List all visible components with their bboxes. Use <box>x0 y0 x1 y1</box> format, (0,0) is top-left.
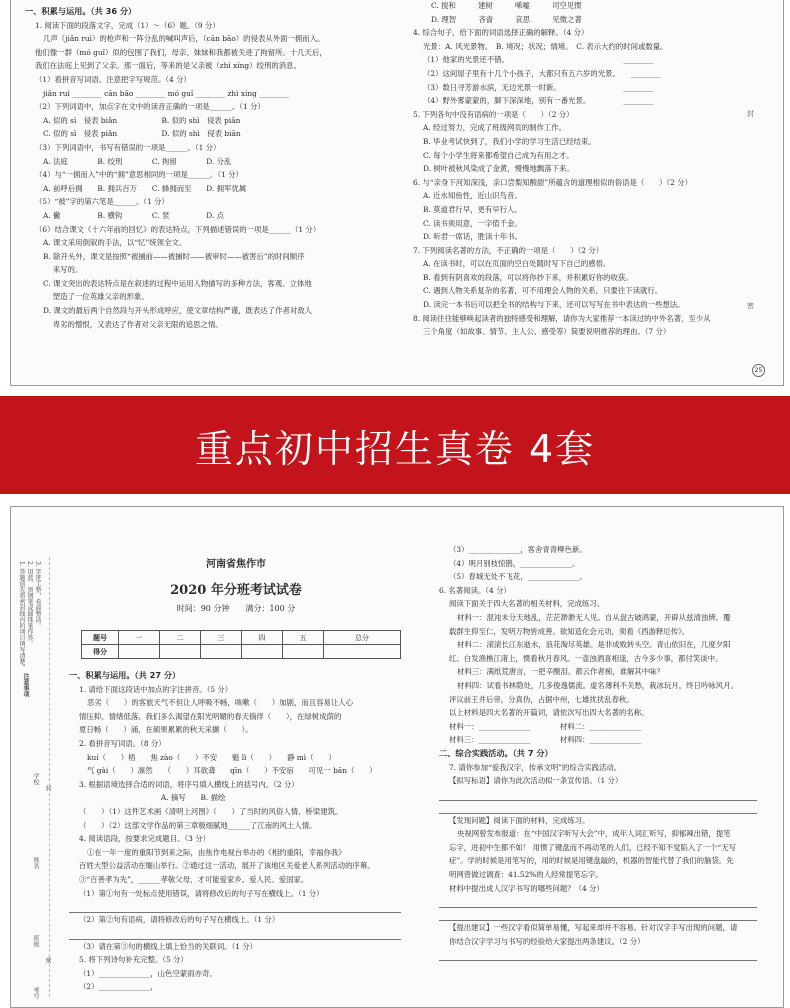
score-row-label: 得分 <box>82 645 119 659</box>
question-line: C. 搅和 建树 唏嘘 司空见惯 <box>431 1 582 10</box>
question-line: （3）数日寻芳游水滨，无边光景一时新。 ________ <box>423 82 654 92</box>
question-line: 材料三：______________ 材料四：______________ <box>449 735 642 745</box>
question-line: （5）春城无处不飞花，______________。 <box>449 572 587 582</box>
question-line: B. 莫道君行早，更有早行人。 <box>423 204 522 214</box>
question-line: 2. 看拼音写词语。（8 分） <box>79 738 166 748</box>
question-line: 材料一：______________ 材料二：______________ <box>449 721 642 731</box>
question-line: （3）下列词语中，书写有错误的一项是______。（1 分） <box>35 142 221 152</box>
question-line: 光景：A. 风光景物。 B. 境况；状况；情境。 C. 表示大约的时间或数量。 <box>423 41 668 51</box>
question-line: （6）结合课文《十六年前的回忆》的表达特点，下列描述错误的一项是______（1 分） <box>35 224 321 234</box>
question-line: ①在一年一度的重阳节到来之际，由焦作电视台举办的《相约重阳，幸福你我》 <box>87 847 346 857</box>
question-line: A. 似的 sì 侵表 biǎn B. 似的 shì 侵表 piǎn <box>43 115 241 125</box>
seal-char: 密 <box>44 957 51 963</box>
question-line: D. 课文的最后两个自然段与开头形成呼应，使文章结构严谨，既表达了作者对敌人 <box>43 306 313 316</box>
question-line: 阅读下面关于四大名著的相关材料，完成练习。 <box>449 599 605 609</box>
question-line: C. 每个小学生将来都希望自己成为有用之才。 <box>423 150 574 160</box>
question-line: 材料三：满纸荒唐言，一把辛酸泪。都云作者痴，谁解其中味？ <box>457 667 664 677</box>
bottom-left-column <box>69 669 409 994</box>
question-line: A. 近水知鱼性，近山识鸟音。 <box>423 191 522 201</box>
question-line: （5）“被”字的第六笔是______。（1 分） <box>35 197 169 207</box>
question-line: 症”。学的时候是用笔写的，用的时候是用键盘敲的，机器的智能代替了我们的脑袋。先 <box>449 856 734 866</box>
field-class: 班级 <box>32 935 39 947</box>
score-col: 一 <box>119 631 160 645</box>
question-line: （3）______________，客舍青青柳色新。 <box>449 545 587 554</box>
section-heading: 二、综合实践活动。（共 7 分） <box>439 747 553 758</box>
question-line: 7. 请你参加“爱我汉字，传承文明”的综合实践活动。 <box>449 762 622 772</box>
question-line: jiǎn ruì ________ cān bāo ________ mó guǐ ________ zhì xíng ________ <box>43 88 289 98</box>
margin-char: 密 <box>747 302 754 310</box>
question-line: 气 gài（ ）凛然 （ ）耳欲聋 qīn（ ）不安宿 可见一 bān（ ） <box>87 766 377 776</box>
question-line: （1）看拼音写词语。注意把字写规范。（4 分） <box>35 74 191 84</box>
field-number: 考号 <box>32 987 39 999</box>
question-line: 材料中提出成人汉字书写的哪些问题？（4 分） <box>449 883 604 893</box>
question-line: 他们像一群（mó guǐ）似的包围了我们，母亲、妹妹和我都被关进了拘留所。十几天后， <box>35 47 327 57</box>
exam-province: 河南省焦作市 <box>206 559 266 570</box>
question-line: 评议前王并后帝，分真伪，占据中州，七雄扰扰乱春秋。 <box>449 694 634 704</box>
question-line: 5. 下列各句中没有语病的一项是（ ）（2 分） <box>413 109 574 119</box>
answer-line[interactable] <box>439 908 757 921</box>
question-line: A. 在读书时，可以在页面的空白处随时写下自己的感悟。 <box>423 259 611 269</box>
question-line: 央视网曾发布报道：在“中国汉字听写大会”中，成年人词汇听写，抑郁辣出错，提笔 <box>457 829 731 839</box>
answer-line[interactable] <box>439 801 757 814</box>
question-line: C. 读书须用意，一字值千金。 <box>423 218 522 228</box>
question-line: 我们在法庭上见到了父亲。那一面后，等来的是父亲被（zhì xíng）绞刑的消息。 <box>35 61 301 71</box>
question-line: （2）______________， <box>79 982 158 992</box>
question-line: 6. 名著阅读。（4 分） <box>439 585 511 595</box>
question-line: （ ）（1）这件艺术画《清明上河图》（ ）了当时的风俗人情、桥梁建筑。 <box>79 806 343 816</box>
score-cell[interactable] <box>242 645 283 659</box>
question-line: 3. 根据语境选择合适的词语，将序号填入横线上的括号内。（2 分） <box>79 779 299 789</box>
question-line: D. 理智 吝啬 哀思 见微之著 <box>431 14 582 24</box>
question-line: （4）明月别枝惊鹊，______________。 <box>449 558 580 568</box>
question-line: （4）与“一拥而入”中的“拥”意思相同的一项是______。（1 分） <box>35 170 243 180</box>
top-right-margin <box>739 0 769 385</box>
question-line: 【拟写标语】请你为此次活动拟一条宣传语。（1 分） <box>449 776 623 786</box>
question-line: 卑劣的憎恨，又表达了作者对父亲无限的追思之情。 <box>43 319 223 329</box>
question-line: 忘字，进初中生都不如！ 用惯了键盘而不再动笔的人们，已经不知不觉陷入了一个“无写 <box>449 842 736 852</box>
score-cell[interactable] <box>119 645 160 659</box>
question-line: 百姓大型公益活动在缅山举行。②通过这一活动，展开了该地区关爱老人系列活动的序幕。 <box>79 861 375 871</box>
binding-strip <box>15 557 50 997</box>
top-left-column <box>25 5 387 331</box>
score-cell[interactable] <box>160 645 201 659</box>
question-line: 1. 阅读下面的段落文字，完成（1）～（6）题。（9 分） <box>35 20 220 30</box>
question-line: A. 经过努力，完成了班级网页的制作工作。 <box>423 123 567 133</box>
bottom-right-column <box>439 543 765 961</box>
question-line: 材料四：试看书林隐处，几多俊逸儒流。虚名薄利不关愁，栽冰玩月，终日吟咏风月。 <box>457 680 738 690</box>
question-line: D. 听君一席话，胜读十年书。 <box>423 232 523 242</box>
page-number: 25 <box>752 364 765 377</box>
promo-banner <box>0 396 790 494</box>
notice-line: 2. 用蓝、黑钢笔或圆珠笔作答。 <box>26 561 33 647</box>
score-col: 二 <box>160 631 201 645</box>
seal-char: 封 <box>44 785 51 791</box>
question-line: A. 摘写 B. 描绘 <box>87 793 226 803</box>
question-line: A. 法庭 B. 绞刑 C. 拘留 D. 分乱 <box>43 156 232 166</box>
question-line: A. 撇 B. 横钩 C. 竖 D. 点 <box>43 210 225 220</box>
field-name: 姓名 <box>32 857 39 869</box>
question-line: 【提出建议】一些汉字看似简单易懂，写起来却并不容易。针对汉字手写出现的问题，请 <box>449 923 738 933</box>
question-line: kuí（ ）梧 焦 zào（ ）不安 魁 lì（ ） 静 mì（ ） <box>87 752 336 762</box>
question-line: 4. 阅读语段，按要求完成题目。（3 分） <box>79 834 211 844</box>
question-line: B. 毕业考试快到了，我们小学的学习生活已经结束。 <box>423 136 596 146</box>
question-line: D. 读完一本书后可以把全书的结构与下来，还可以写写在书中表达的一些想法。 <box>423 300 685 310</box>
score-table <box>81 630 401 659</box>
notice-line: 1. 答题前先将密封线内的项目填写清楚。 <box>18 561 25 671</box>
question-line: （2）这间屋子里有十几个小孩子，大都只有五六岁的光景。 ________ <box>423 68 661 78</box>
field-school: 学校 <box>32 773 39 785</box>
question-line: B. 除开头外，课文是按照“被捕前——被捕时——被审时——被害后”的时间顺序 <box>43 251 305 261</box>
question-line: B. 看到有阴喜欢的段落，可以将你抄下来，并积累好你的收获。 <box>423 272 633 282</box>
question-line: 载群生仰至仁，发明万物皆成善。欲知造化会元功，须看《西游释厄传》。 <box>449 626 690 636</box>
question-line: （2）下列词语中，加点字在文中的读音正确的一项是______。（1 分） <box>35 102 265 112</box>
top-right-column <box>413 0 741 339</box>
question-line: A. 课文采用倒叙的手法，以“忆”统领全文。 <box>43 238 187 248</box>
section-heading: 一、积累与运用。（共 27 分） <box>69 670 181 680</box>
question-line: 情压抑、情绪低落。我们多么渴望在阳光明媚的春天徜徉（ ），在绿树成荫的 <box>79 711 342 721</box>
question-line: （4）野外雾蒙蒙的，脚下深深地，别有一番光景。 ________ <box>423 96 654 106</box>
question-line: D. 树叶被秋风染成了金黄，慢慢地飘落下来。 <box>423 164 574 174</box>
question-line: 夏日畅（ ）涌，在硕果累累的秋天采撷（ ）。 <box>79 725 253 735</box>
answer-line[interactable] <box>69 900 401 913</box>
score-col: 总分 <box>324 631 401 645</box>
answer-line[interactable] <box>439 948 757 961</box>
question-line: 1. 请给下面这段话中加点的字注拼音。（5 分） <box>79 684 233 694</box>
score-col: 四 <box>242 631 283 645</box>
question-line: 7. 下列阅读名著的方法，不正确的一项是（ ）（2 分） <box>413 245 604 255</box>
question-line: 8. 阅读往往能够唤起读者的独特感受和理解，请你为大家推荐一本读过的中外名著，至少从 <box>413 313 711 323</box>
answer-line[interactable] <box>439 895 757 908</box>
score-header-label: 题号 <box>82 631 119 645</box>
section-heading: 一、积累与运用。（共 36 分） <box>25 6 137 16</box>
question-line: 以上材料是四大名著的开篇词，请依次写出四大名著的名称。 <box>449 708 649 718</box>
question-line: （ ）（2）这部文学作品的第三章极细腻地______了江南的风土人情。 <box>79 820 317 830</box>
score-cell[interactable] <box>324 645 401 659</box>
question-line: C. 似的 sì 侵表 piǎn D. 似的 shì 侵表 biān <box>43 129 241 139</box>
question-line: C. 遇到人物关系复杂的名著，可不用理会人物的关系，只要往下读就行。 <box>423 286 663 296</box>
score-cell[interactable] <box>201 645 242 659</box>
question-line: （3）请在第③句的横线上填上恰当的关联词。（1 分） <box>79 941 258 951</box>
question-line: C. 课文突出的表达特点是在叙述的过程中运用人物描写的多种方法，客观、立体地 <box>43 278 312 288</box>
question-line: （2）第②句有语病，请将修改后的句子写在横线上。（1 分） <box>79 915 280 925</box>
exam-title: 2020 年分班考试试卷 <box>170 583 302 598</box>
question-line: （1）第①句有一处标点使用错误，请将修改后的句子写在横线上。（1 分） <box>79 888 324 898</box>
question-line: 6. 与“亲身下河知深浅，亲口尝梨知酸甜”所蕴含的道理相似的俗语是（ ）（2 分） <box>413 177 692 187</box>
margin-char: 封 <box>747 110 754 118</box>
question-line: ③“百善孝为先”，______孝敬父母，才可能爱家乡、爱人民、爱国家。 <box>79 874 309 884</box>
question-line: （1）他家的光景还不错。 ________ <box>423 55 654 65</box>
question-line: 你结合汉字学习与书写的经验给大家提出两条建议。（2 分） <box>449 936 645 946</box>
question-line: 几声（jiǎn ruì）的枪声和一阵分乱的喊叫声后，（cān bāo）的侵表从外面一拥而入。 <box>43 34 325 44</box>
question-line: 红。白发渔樵江渚上，惯看秋月春风。一壶浊酒喜相逢，古今多少事，都付笑谈中。 <box>449 653 723 663</box>
exam-meta: 时间：90 分钟 满分：100 分 <box>176 604 296 613</box>
question-line: 5. 将下列诗句补充完整。（5 分） <box>79 955 188 965</box>
question-line: 【发现问题】阅读下面的材料，完成练习。 <box>449 815 590 825</box>
notice-line: 3. 字迹工整，卷面整洁。 <box>34 561 41 629</box>
banner-title: 重点初中招生真卷 4套 <box>194 426 596 471</box>
question-line: 三个角度（如故事、情节、主人公、感受等）简要说明推荐的理由。（7 分） <box>423 327 671 337</box>
question-line: A. 前呼后拥 B. 拥兵百万 C. 蜂拥而至 D. 拥军优属 <box>43 183 247 193</box>
notice-label: 注意事项 <box>22 673 29 697</box>
question-line: 明网曾做过调查：41.52%的人经常提笔忘字。 <box>449 870 603 880</box>
top-exam-page <box>10 0 784 386</box>
score-cell[interactable] <box>283 645 324 659</box>
score-col: 三 <box>201 631 242 645</box>
question-line: 来写的。 <box>43 265 83 275</box>
question-line: （1）______________，山色空蒙雨亦奇。 <box>79 968 217 978</box>
question-line: 材料一：混沌未分天地乱，茫茫渺渺无人见。自从盘古破鸿蒙，开辟从兹清浊辨。覆 <box>457 612 731 622</box>
question-line: 4. 综合句子，给下面的词语选择正确的解释。（4 分） <box>413 28 589 38</box>
question-line: 塑造了一位英雄父亲的形象。 <box>43 292 149 302</box>
answer-line[interactable] <box>69 927 401 940</box>
question-line: 材料二：滚滚长江东逝水，浪花淘尽英雄。是非成败转头空。青山依旧在，几度夕阳 <box>457 640 731 650</box>
score-col: 五 <box>283 631 324 645</box>
question-line: 恶劣（ ）的客旅天气不但让人呼吸不畅，咳嗽（ ）加剧，而且容易让人心 <box>87 698 354 708</box>
bottom-exam-page <box>10 506 784 1008</box>
answer-line[interactable] <box>439 788 757 801</box>
